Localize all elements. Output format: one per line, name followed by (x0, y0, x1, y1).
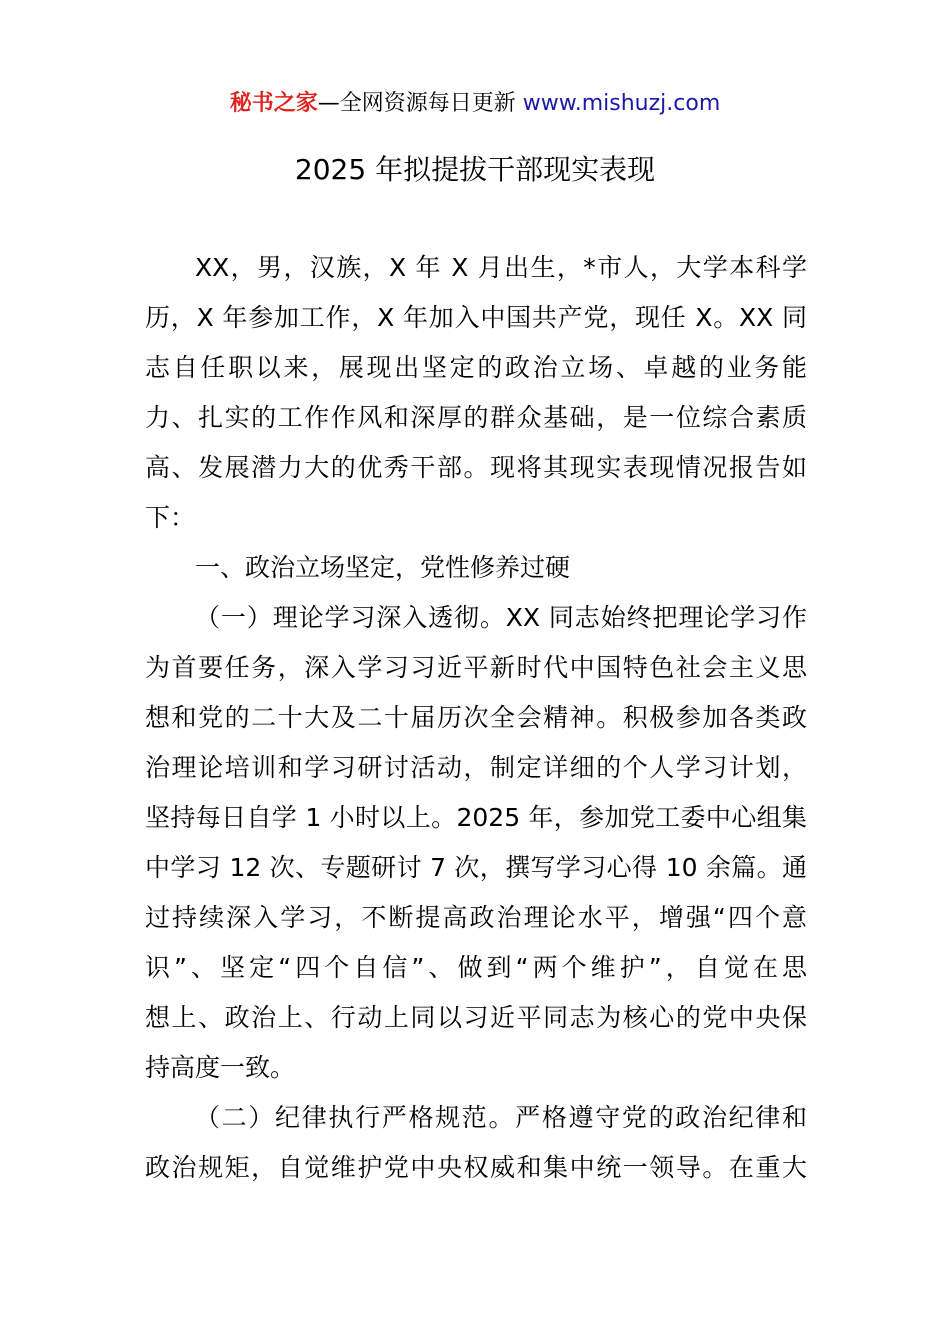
paragraph-line: 历，X 年参加工作，X 年加入中国共产党，现任 X。XX 同 (145, 303, 807, 332)
paragraph-line: XX，男，汉族，X 年 X 月出生，*市人，大学本科学 (195, 253, 807, 282)
paragraph-line: 治理论培训和学习研讨活动，制定详细的个人学习计划， (145, 753, 807, 782)
paragraph-line: 中学习 12 次、专题研讨 7 次，撰写学习心得 10 余篇。通 (145, 853, 807, 882)
paragraph-line: 坚持每日自学 1 小时以上。2025 年，参加党工委中心组集 (145, 803, 807, 832)
header-tagline: —全网资源每日更新 (317, 91, 523, 116)
section-heading: 一、政治立场坚定，党性修养过硬 (195, 553, 571, 582)
paragraph-line: 高、发展潜力大的优秀干部。现将其现实表现情况报告如 (145, 453, 807, 482)
paragraph-line: 过持续深入学习，不断提高政治理论水平，增强“四个意 (145, 903, 807, 932)
brand-name: 秘书之家 (229, 91, 318, 116)
paragraph-line: 力、扎实的工作作风和深厚的群众基础，是一位综合素质 (145, 403, 807, 432)
paragraph-line: 政治规矩，自觉维护党中央权威和集中统一领导。在重大 (145, 1153, 807, 1182)
document-body (145, 243, 807, 1193)
paragraph-line: 下： (145, 503, 196, 532)
paragraph-line: （二）纪律执行严格规范。严格遵守党的政治纪律和 (195, 1103, 807, 1132)
paragraph-line: 持高度一致。 (145, 1053, 296, 1082)
paragraph-line: 想和党的二十大及二十届历次全会精神。积极参加各类政 (145, 703, 807, 732)
paragraph-line: （一）理论学习深入透彻。XX 同志始终把理论学习作 (195, 603, 807, 632)
site-url-link[interactable]: www.mishuzj.com (522, 91, 721, 116)
paragraph-line: 想上、政治上、行动上同以习近平同志为核心的党中央保 (145, 1003, 807, 1032)
document-title: 2025 年拟提拔干部现实表现 (294, 153, 656, 186)
paragraph-line: 志自任职以来，展现出坚定的政治立场、卓越的业务能 (145, 353, 807, 382)
paragraph-line: 为首要任务，深入学习习近平新时代中国特色社会主义思 (145, 653, 807, 682)
paragraph-line: 识”、坚定“四个自信”、做到“两个维护”，自觉在思 (145, 953, 807, 982)
site-header (0, 86, 950, 122)
